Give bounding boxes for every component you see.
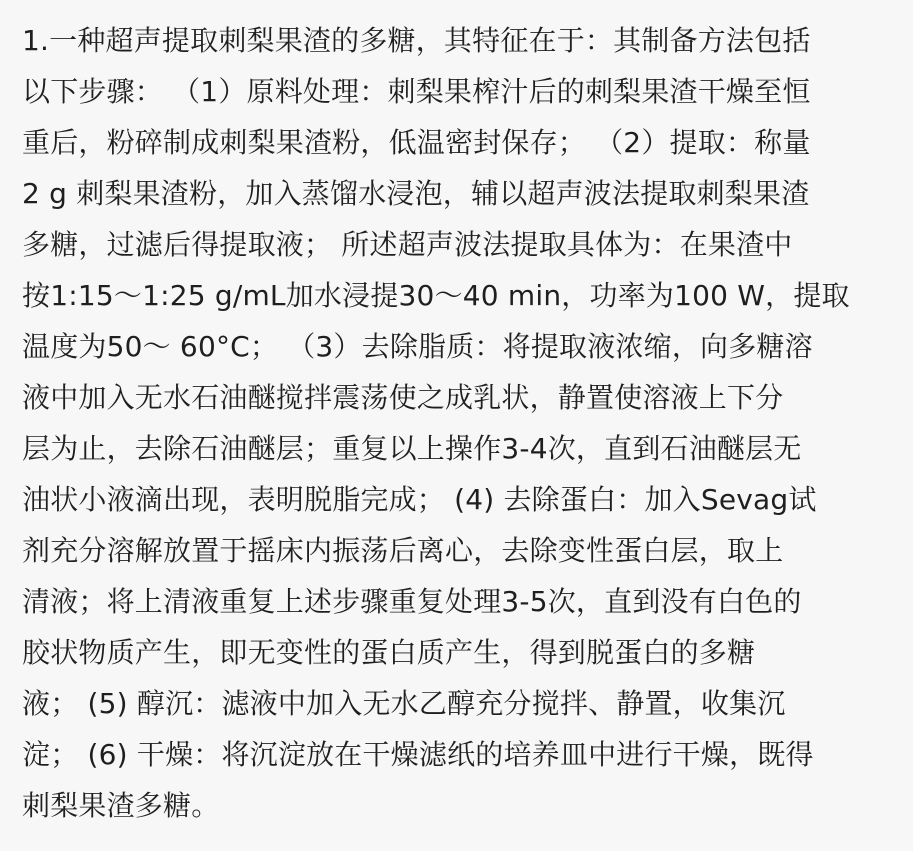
claim-line: 多糖，过滤后得提取液； 所述超声波法提取具体为：在果渣中 — [22, 228, 793, 261]
claim-line: 清液；将上清液重复上述步骤重复处理3-5次，直到没有白色的 — [22, 585, 802, 618]
claim-line: 1.一种超声提取刺梨果渣的多糖，其特征在于：其制备方法包括 — [22, 24, 811, 57]
claim-line: 2 g 刺梨果渣粉，加入蒸馏水浸泡，辅以超声波法提取刺梨果渣 — [22, 177, 810, 210]
claim-line: 刺梨果渣多糖。 — [22, 789, 220, 822]
claim-line: 液中加入无水石油醚搅拌震荡使之成乳状，静置使溶液上下分 — [22, 381, 784, 414]
claim-line: 胶状物质产生，即无变性的蛋白质产生，得到脱蛋白的多糖 — [22, 636, 756, 669]
claim-line: 淀； (6) 干燥：将沉淀放在干燥滤纸的培养皿中进行干燥，既得 — [22, 738, 814, 771]
claim-line: 以下步骤： （1）原料处理：刺梨果榨汁后的刺梨果渣干燥至恒 — [22, 75, 811, 108]
claim-line: 液； (5) 醇沉：滤液中加入无水乙醇充分搅拌、静置，收集沉 — [22, 687, 786, 720]
claim-line: 重后，粉碎制成刺梨果渣粉，低温密封保存； （2）提取：称量 — [22, 126, 811, 159]
claim-line: 油状小液滴出现，表明脱脂完成； (4) 去除蛋白：加入Sevag试 — [22, 483, 817, 516]
claim-line: 层为止，去除石油醚层；重复以上操作3-4次，直到石油醚层无 — [22, 432, 802, 465]
claim-line: 剂充分溶解放置于摇床内振荡后离心，去除变性蛋白层，取上 — [22, 534, 784, 567]
claim-line: 温度为50～ 60°C； （3）去除脂质：将提取液浓缩，向多糖溶 — [22, 330, 813, 363]
claim-line: 按1:15～1:25 g/mL加水浸提30～40 min，功率为100 W，提取 — [22, 279, 850, 312]
